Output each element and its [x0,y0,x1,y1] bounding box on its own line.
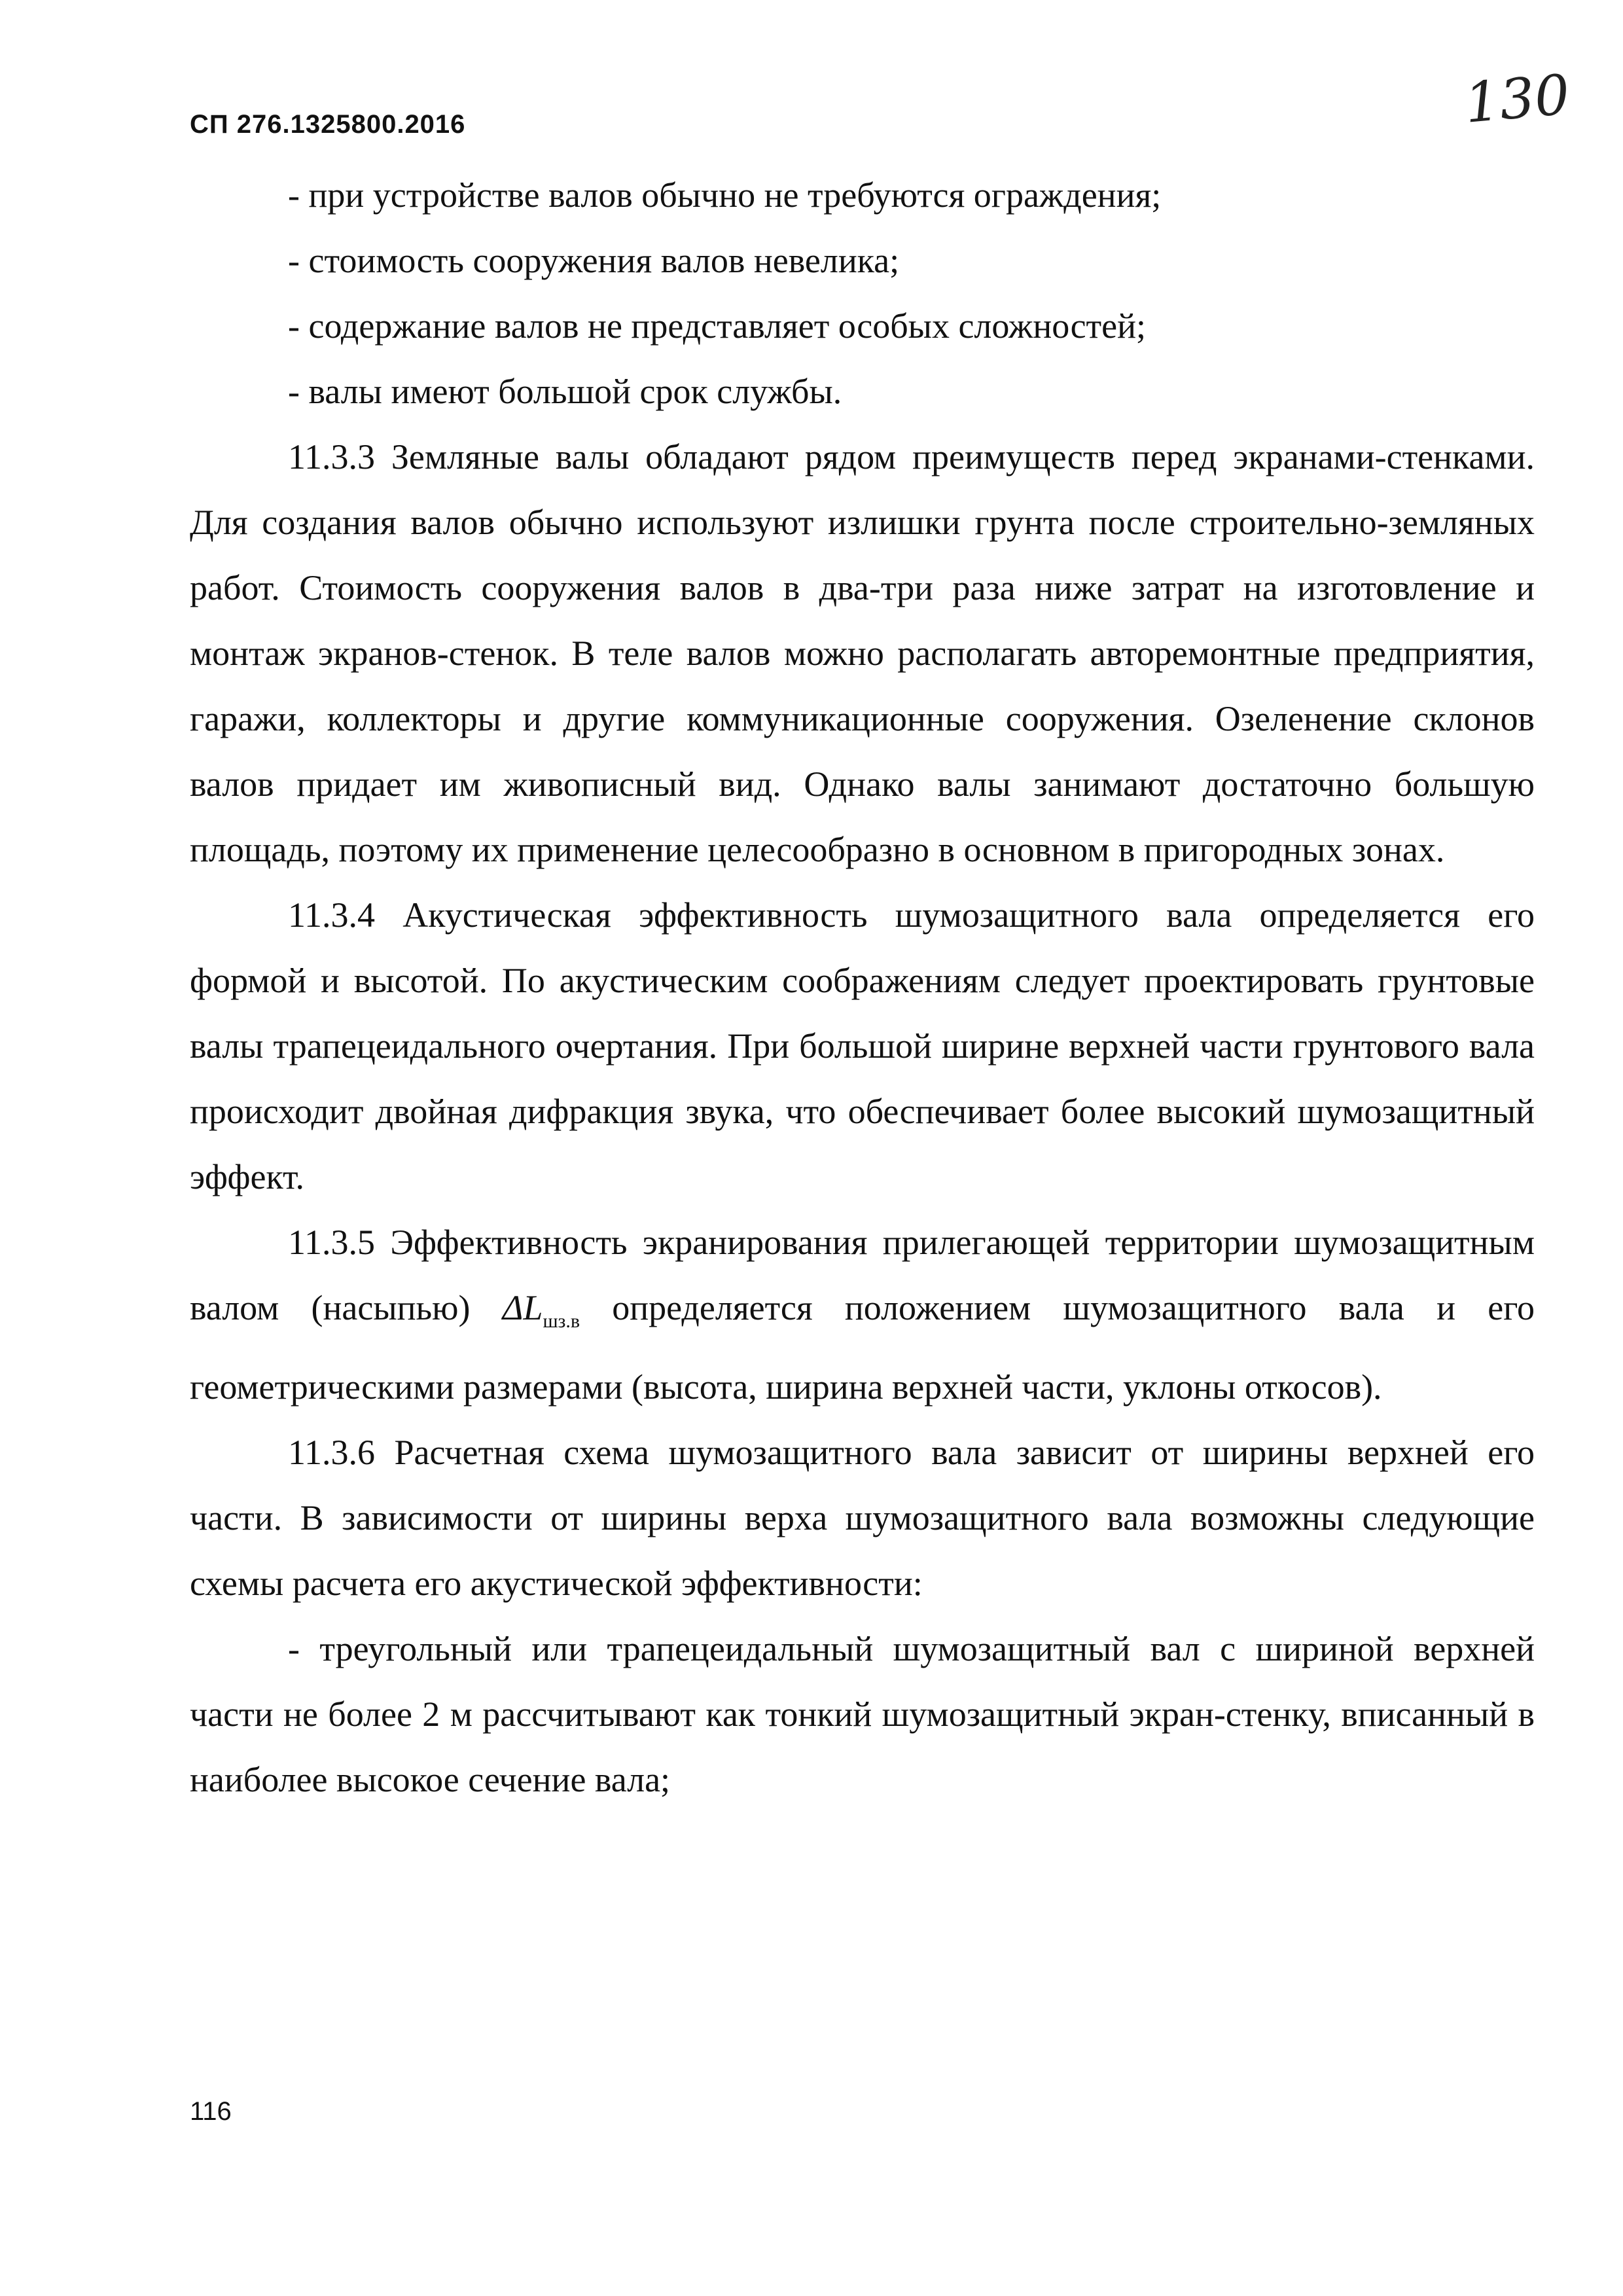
list-item: - валы имеют большой срок службы. [288,372,842,411]
delta-l-symbol [502,1288,580,1332]
list-item: - при устройстве валов обычно не требуются ограждения; [288,175,1162,215]
paragraph-11-3-5 [190,1210,1535,1420]
paragraph-11-3-6: 11.3.6 Расчетная схема шумозащитного вала зависит от ширины верхней его части. В зависимости от ширины верха шумозащитного вала возможны следующие схемы расчета его акустической эффективности: [190,1432,1535,1603]
list-item: - содержание валов не представляет особых сложностей; [288,306,1147,346]
paragraph-11-3-5-text-before: 11.3.5 Эффективность экранирования прилегающей территории шумозащитным валом (насыпью) [190,1223,1535,1327]
paragraph-11-3-3: 11.3.3 Земляные валы обладают рядом преимуществ перед экранами-стенками. Для создания валов обычно используют излишки грунта после строительно-земляных работ. Стоимость сооружения валов в два-три раза ниже затрат на изготовление и монтаж экранов-стенок. В теле валов можно располагать авторемонтные предприятия, гаражи, коллекторы и другие коммуникационные сооружения. Озеленение склонов валов придает им живописный вид. Однако валы занимают достаточно большую площадь, поэтому их применение целесообразно в основном в пригородных зонах. [190,437,1535,869]
delta-l-main: ΔL [502,1288,543,1327]
body-text [190,162,1535,1812]
document-code: СП 276.1325800.2016 [190,110,466,139]
page-number: 116 [190,2097,232,2126]
list-item-triangular: - треугольный или трапецеидальный шумозащитный вал с шириной верхней части не более 2 м рассчитывают как тонкий шумозащитный экран-стенку, вписанный в наиболее высокое сечение вала; [190,1628,1535,1799]
handwritten-page-number: 130 [1462,62,1573,135]
paragraph-11-3-4: 11.3.4 Акустическая эффективность шумозащитного вала определяется его формой и высотой. По акустическим соображениям следует проектировать грунтовые валы трапецеидального очертания. При большой ширине верхней части грунтового вала происходит двойная дифракция звука, что обеспечивает более высокий шумозащитный эффект. [190,895,1535,1196]
list-item: - стоимость сооружения валов невелика; [288,241,900,280]
delta-l-subscript: шз.в [543,1310,580,1332]
paragraph-11-3-5-text-after: определяется положением шумозащитного вала и его геометрическими размерами (высота, ширина верхней части, уклоны откосов). [190,1288,1535,1407]
